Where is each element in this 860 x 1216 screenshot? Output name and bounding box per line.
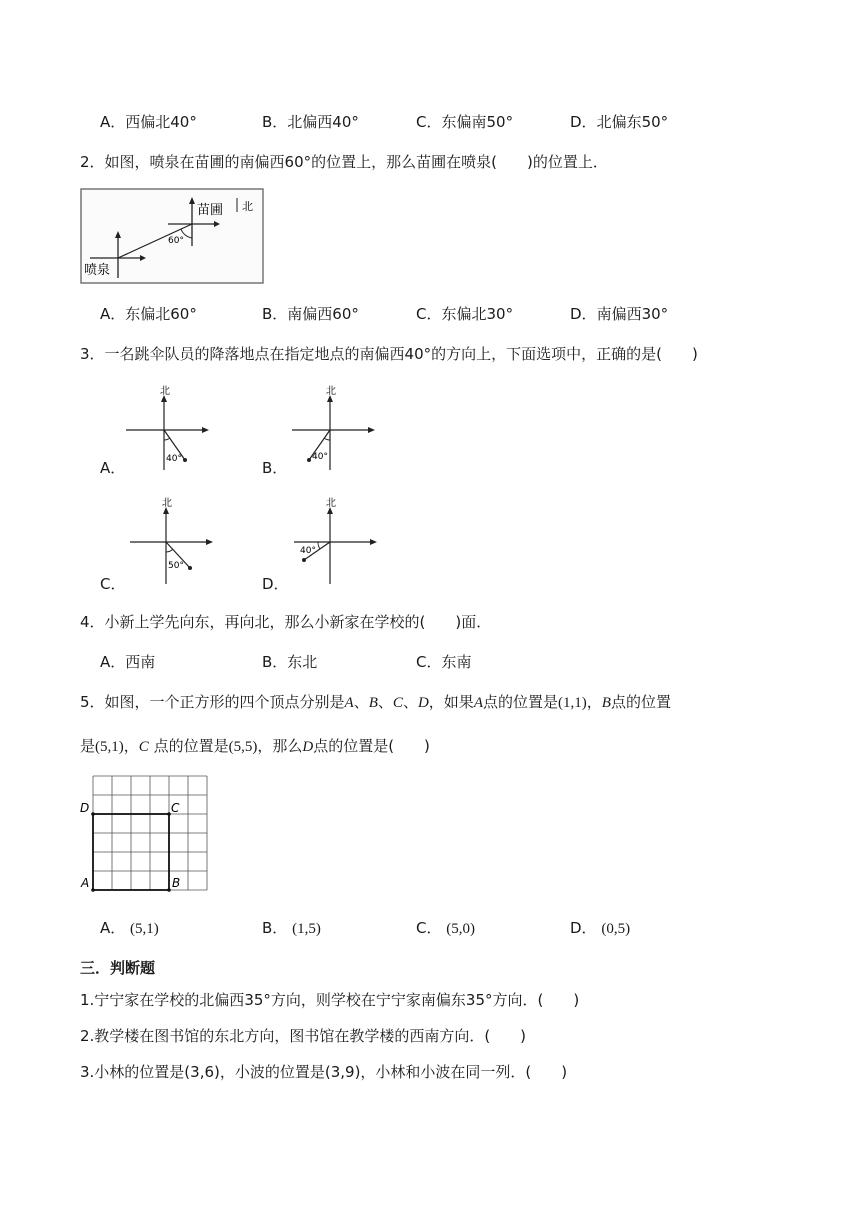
q3-figure-a [122,384,212,470]
q2-north-label: 北 [242,200,253,213]
judge-item-2: 2.教学楼在图书馆的东北方向，图书馆在教学楼的西南方向．( ) [80,1027,527,1045]
q1-option-c[interactable]: C．东偏南50° [416,113,514,131]
q2-option-c[interactable]: C．东偏北30° [416,305,514,323]
q2-angle-label: 60° [168,236,184,246]
q3c-angle-label: 50° [168,561,184,571]
q3-figure-b [288,384,378,470]
q2-option-b[interactable]: B．南偏西60° [262,305,359,323]
q5-point-c: C [171,801,180,815]
q5-point-a: A [81,876,90,890]
q5-stem-line2: 是(5,1)，C 点的位置是(5,5)，那么D点的位置是( ) [80,737,430,755]
q3a-angle-label: 40° [166,454,182,464]
q1-option-a[interactable]: A．西偏北40° [100,113,197,131]
q5-option-c[interactable]: C． (5,0) [416,919,476,937]
q3-option-c[interactable]: C． [100,575,126,593]
q1-option-d[interactable]: D．北偏东50° [570,113,669,131]
q2-option-d[interactable]: D．南偏西30° [570,305,669,323]
q1-option-b[interactable]: B．北偏西40° [262,113,359,131]
q2-stem: 2．如图，喷泉在苗圃的南偏西60°的位置上，那么苗圃在喷泉( )的位置上． [80,153,608,171]
q3b-north-label: 北 [326,386,336,397]
q3d-angle-label: 40° [300,546,316,556]
q2-option-a[interactable]: A．东偏北60° [100,305,197,323]
q4-stem: 4．小新上学先向东，再向北，那么小新家在学校的( )面． [80,613,492,631]
q5-grid-figure [78,775,208,893]
q3c-north-label: 北 [162,498,172,509]
q3-option-b[interactable]: B． [262,459,288,477]
q2-nursery-label: 苗圃 [197,203,224,218]
q3a-north-label: 北 [160,386,170,397]
q3-option-a[interactable]: A． [100,459,126,477]
q3b-angle-label: 40° [312,452,328,462]
q4-option-a[interactable]: A．西南 [100,653,156,671]
q4-option-c[interactable]: C．东南 [416,653,472,671]
q5-stem-line1: 5．如图，一个正方形的四个顶点分别是A、B、C、D，如果A点的位置是(1,1)，B点的位置 [80,693,671,711]
q4-option-b[interactable]: B．东北 [262,653,318,671]
q3-option-d[interactable]: D． [262,575,289,593]
q3d-north-label: 北 [326,498,336,509]
q5-point-b: B [172,876,181,890]
q3-figure-d [290,496,380,584]
q5-option-b[interactable]: B． (1,5) [262,919,321,937]
judge-item-3: 3.小林的位置是(3,6)，小波的位置是(3,9)，小林和小波在同一列．( ) [80,1063,568,1081]
judge-item-1: 1.宁宁家在学校的北偏西35°方向，则学校在宁宁家南偏东35°方向．( ) [80,991,580,1009]
q5-option-d[interactable]: D． (0,5) [570,919,631,937]
q5-option-a[interactable]: A． (5,1) [100,919,159,937]
q3-figure-c [126,496,216,584]
q2-fountain-label: 喷泉 [84,263,111,278]
q2-figure [80,188,264,284]
section3-heading: 三．判断题 [80,959,156,977]
q3-stem: 3．一名跳伞队员的降落地点在指定地点的南偏西40°的方向上，下面选项中，正确的是( ) [80,345,698,363]
q5-point-d: D [80,801,90,815]
